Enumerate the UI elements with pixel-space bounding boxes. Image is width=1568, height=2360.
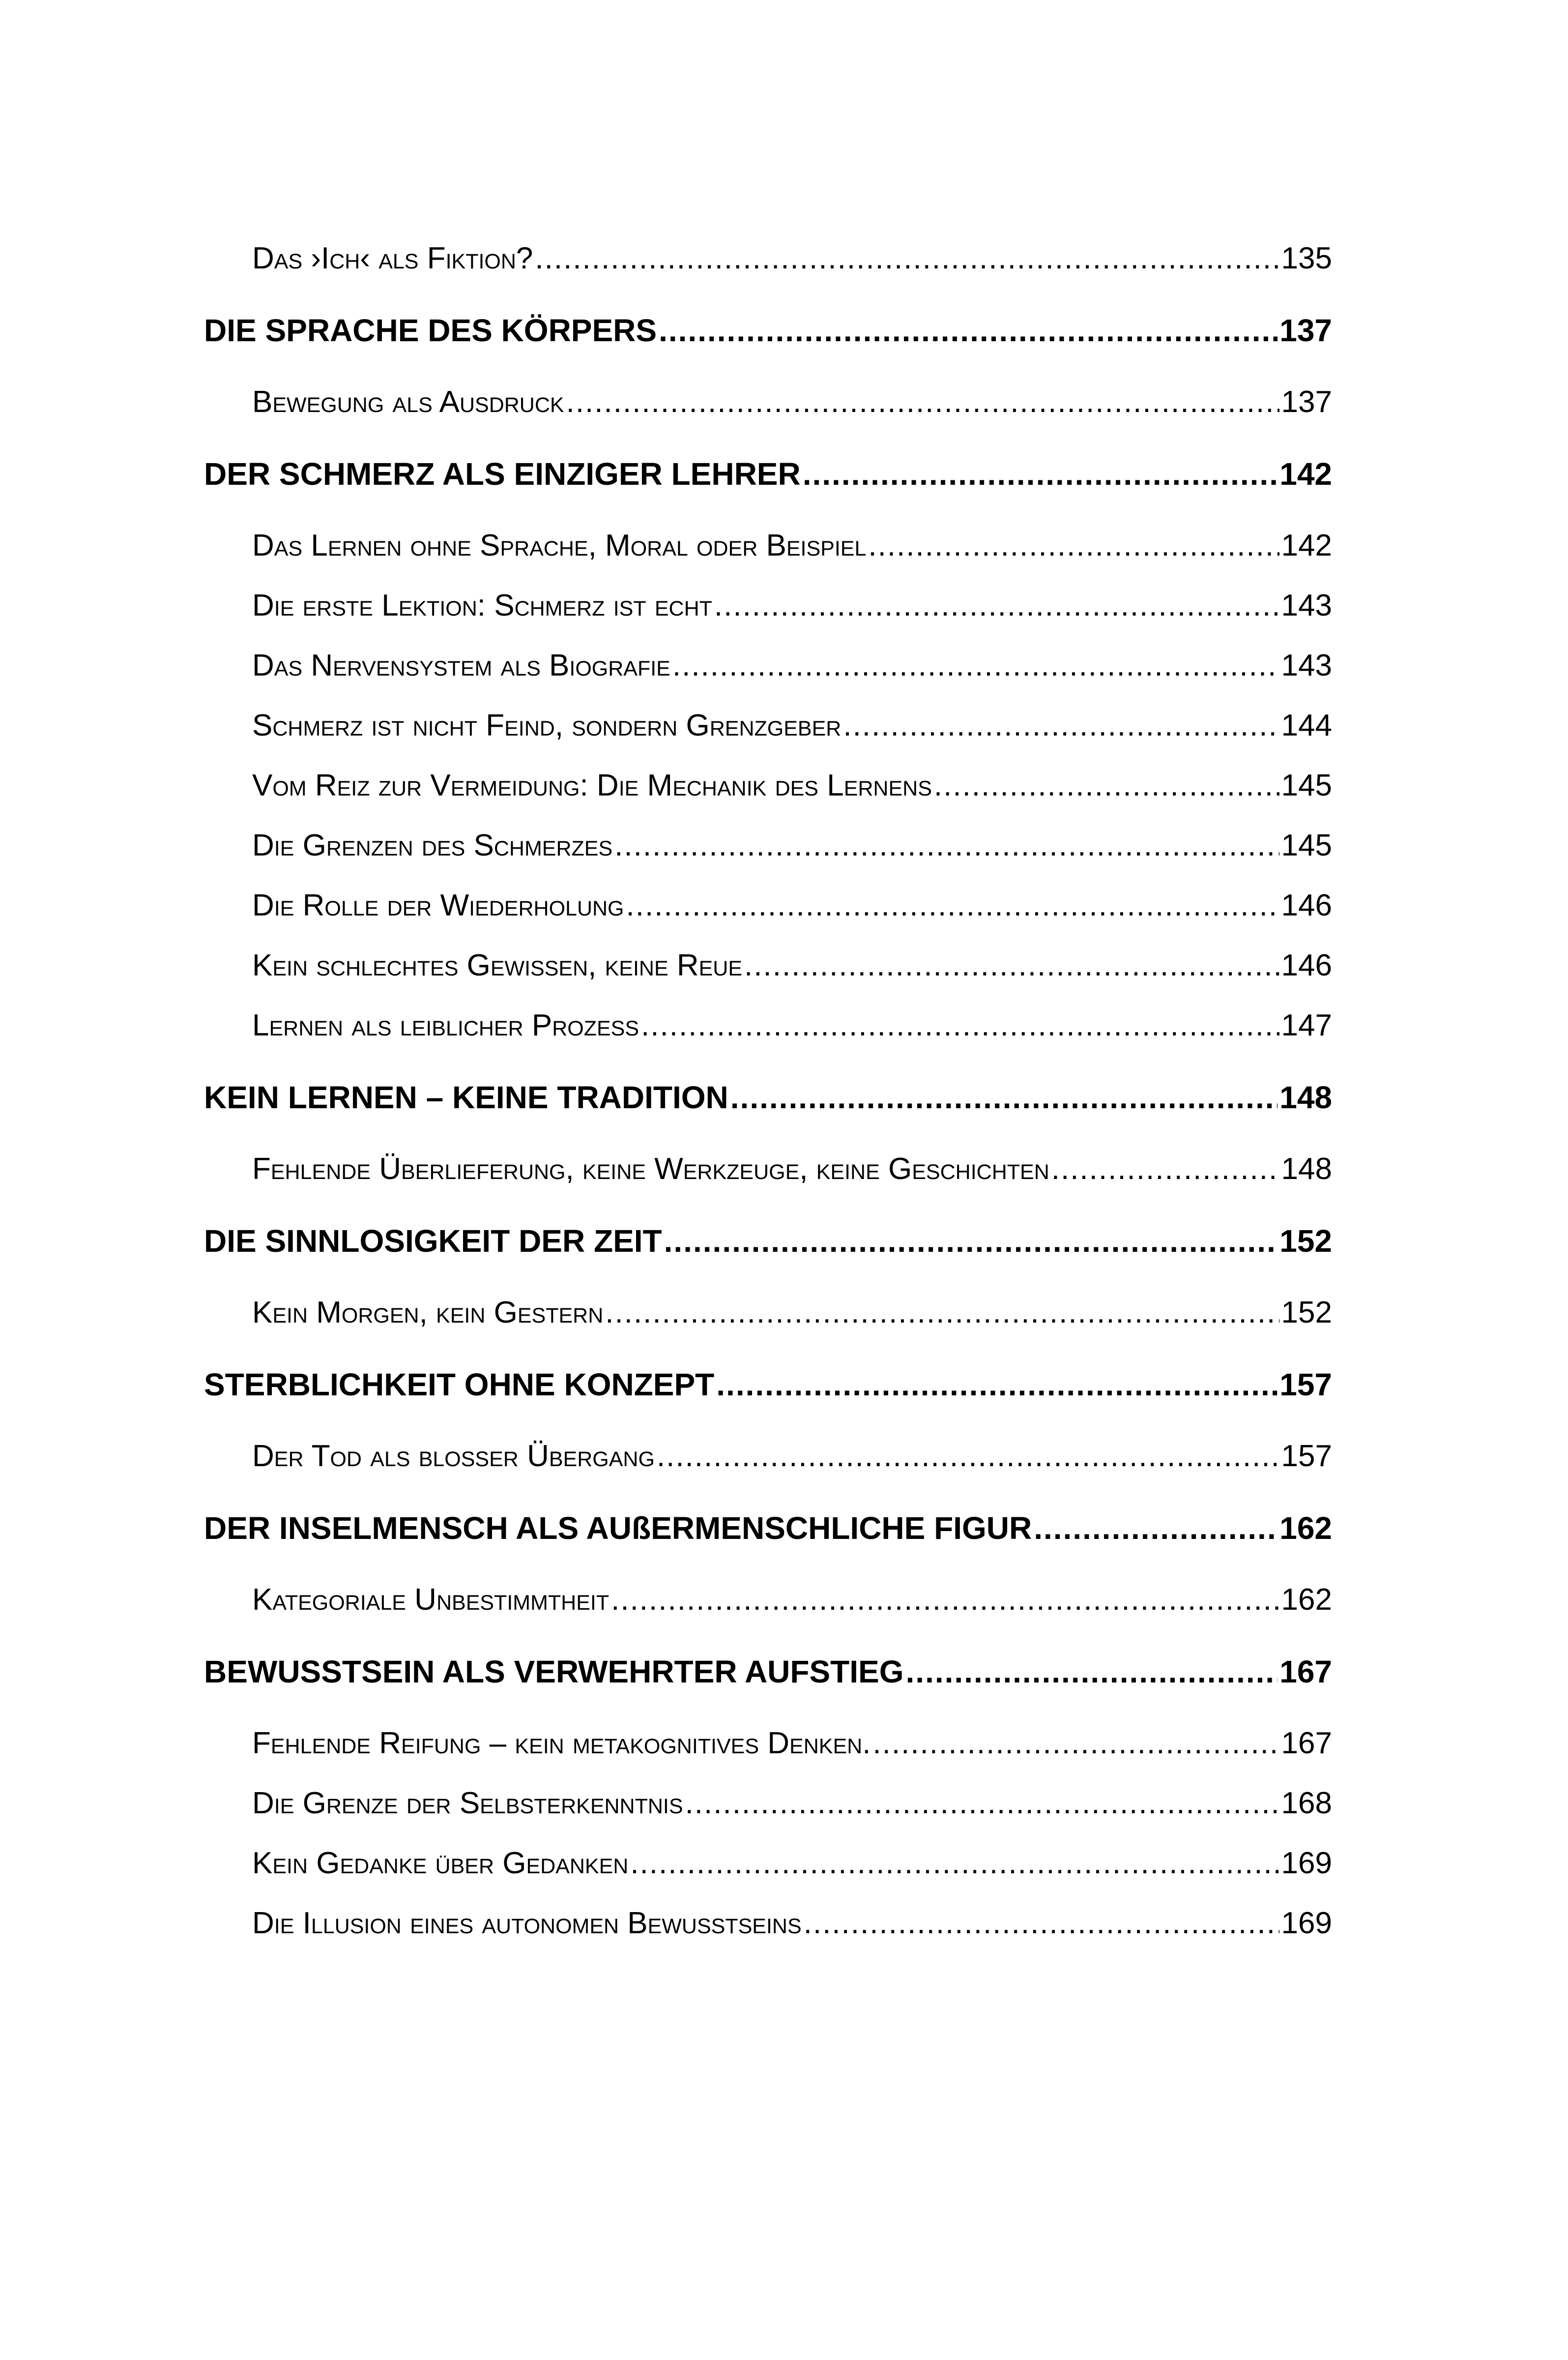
toc-entry-chapter[interactable] [204,289,1332,372]
toc-entry-sub[interactable] [204,936,1332,996]
toc-entry-title: Der Tod als bloßer Übergang [252,1439,655,1473]
toc-entry-title: Das Lernen ohne Sprache, Moral oder Beispiel [252,529,867,562]
toc-chapter-title: DIE SPRACHE DES KÖRPERS [204,313,657,348]
toc-entry-title: Die Grenze der Selbsterkenntnis [252,1786,683,1820]
toc-entry-chapter[interactable] [204,1486,1332,1570]
toc-entry-sub[interactable] [204,636,1332,696]
toc-chapter-title: BEWUSSTSEIN ALS VERWEHRTER AUFSTIEG [204,1654,904,1689]
dot-leader [1051,1139,1279,1199]
toc-entry-page: 145 [1281,768,1332,802]
toc-entry-title: Kein Gedanke über Gedanken [252,1846,629,1880]
toc-entry-sub[interactable] [204,696,1332,756]
toc-chapter-page: 157 [1279,1367,1332,1402]
toc-entry-page: 146 [1281,948,1332,982]
toc-entry-page: 145 [1281,828,1332,862]
toc-entry-sub[interactable] [204,1283,1332,1343]
toc-chapter-title: STERBLICHKEIT OHNE KONZEPT [204,1367,715,1402]
toc-chapter-title: KEIN LERNEN – KEINE TRADITION [204,1080,728,1115]
toc-entry-title: Kategoriale Unbestimmtheit [252,1583,610,1617]
dot-leader [614,816,1279,876]
toc-entry-page: 167 [1281,1726,1332,1760]
toc-entry-sub[interactable] [204,996,1332,1056]
toc-entry-chapter[interactable] [204,1056,1332,1139]
dot-leader [804,1893,1279,1953]
toc-chapter-title: DIE SINNLOSIGKEIT DER ZEIT [204,1223,662,1259]
dot-leader [630,1833,1279,1893]
toc-entry-title: Lernen als leiblicher Prozess [252,1008,639,1042]
toc-chapter-title: DER SCHMERZ ALS EINZIGER LEHRER [204,456,801,492]
dot-leader [659,289,1278,372]
toc-entry-title: Die Grenzen des Schmerzes [252,828,613,862]
toc-entry-title: Kein Morgen, kein Gestern [252,1296,604,1329]
toc-entry-title: Die Rolle der Wiederholung [252,888,624,922]
toc-entry-page: 168 [1281,1786,1332,1820]
toc-entry-title: Das Nervensystem als Biografie [252,649,670,682]
toc-entry-title: Fehlende Reifung – kein metakognitives Denken. [252,1726,871,1760]
dot-leader [934,756,1279,816]
toc-entry-title: Schmerz ist nicht Feind, sondern Grenzgeber [252,708,842,742]
toc-entry-title: Vom Reiz zur Vermeidung: Die Mechanik des Lernens [252,768,932,802]
toc-entry-title: Kein schlechtes Gewissen, keine Reue [252,948,743,982]
toc-entry-page: 157 [1281,1439,1332,1473]
dot-leader [906,1630,1278,1713]
toc-entry-sub[interactable] [204,1570,1332,1630]
toc-entry-title: Fehlende Überlieferung, keine Werkzeuge, keine Geschichten [252,1152,1049,1186]
toc-entry-title: Die Illusion eines autonomen Bewusstseins [252,1906,802,1940]
dot-leader [626,876,1279,936]
toc-entry-page: 135 [1281,241,1332,275]
table-of-contents [204,229,1332,1953]
toc-entry-page: 146 [1281,888,1332,922]
toc-entry-sub[interactable] [204,516,1332,576]
dot-leader [566,372,1279,432]
toc-chapter-page: 148 [1279,1080,1332,1115]
toc-entry-page: 142 [1281,529,1332,562]
dot-leader [685,1773,1279,1833]
toc-entry-chapter[interactable] [204,1630,1332,1713]
toc-entry-sub[interactable] [204,1893,1332,1953]
toc-chapter-page: 137 [1279,313,1332,348]
toc-chapter-page: 152 [1279,1223,1332,1259]
dot-leader [803,432,1278,516]
toc-entry-sub[interactable] [204,576,1332,636]
dot-leader [657,1426,1279,1486]
dot-leader [868,516,1279,576]
toc-entry-sub[interactable] [204,1773,1332,1833]
toc-chapter-page: 162 [1279,1510,1332,1546]
dot-leader [672,636,1279,696]
toc-chapter-page: 142 [1279,456,1332,492]
toc-entry-title: Das ›Ich‹ als Fiktion? [252,241,533,275]
dot-leader [730,1056,1278,1139]
toc-entry-sub[interactable] [204,816,1332,876]
toc-entry-page: 169 [1281,1906,1332,1940]
dot-leader [605,1283,1279,1343]
toc-entry-sub[interactable] [204,756,1332,816]
dot-leader [535,229,1279,289]
toc-entry-chapter[interactable] [204,1343,1332,1426]
dot-leader [872,1713,1279,1773]
toc-entry-page: 162 [1281,1583,1332,1617]
dot-leader [641,996,1279,1056]
toc-chapter-page: 167 [1279,1654,1332,1689]
dot-leader [714,576,1279,636]
toc-entry-chapter[interactable] [204,1199,1332,1283]
toc-entry-sub[interactable] [204,229,1332,289]
toc-entry-chapter[interactable] [204,432,1332,516]
toc-entry-sub[interactable] [204,1833,1332,1893]
toc-entry-sub[interactable] [204,1426,1332,1486]
dot-leader [611,1570,1279,1630]
toc-entry-page: 143 [1281,589,1332,622]
toc-entry-sub[interactable] [204,876,1332,936]
dot-leader [744,936,1279,996]
toc-entry-page: 147 [1281,1008,1332,1042]
toc-entry-title: Bewegung als Ausdruck [252,385,564,419]
toc-entry-page: 137 [1281,385,1332,419]
dot-leader [664,1199,1278,1283]
toc-entry-sub[interactable] [204,1139,1332,1199]
toc-entry-page: 143 [1281,649,1332,682]
toc-entry-title: Die erste Lektion: Schmerz ist echt [252,589,712,622]
dot-leader [716,1343,1278,1426]
toc-entry-page: 144 [1281,708,1332,742]
toc-chapter-title: DER INSELMENSCH ALS AUßERMENSCHLICHE FIGUR [204,1510,1032,1546]
toc-entry-page: 148 [1281,1152,1332,1186]
toc-entry-page: 169 [1281,1846,1332,1880]
dot-leader [1034,1486,1278,1570]
toc-entry-page: 152 [1281,1296,1332,1329]
toc-entry-sub[interactable] [204,1713,1332,1773]
toc-entry-sub[interactable] [204,372,1332,432]
dot-leader [843,696,1279,756]
